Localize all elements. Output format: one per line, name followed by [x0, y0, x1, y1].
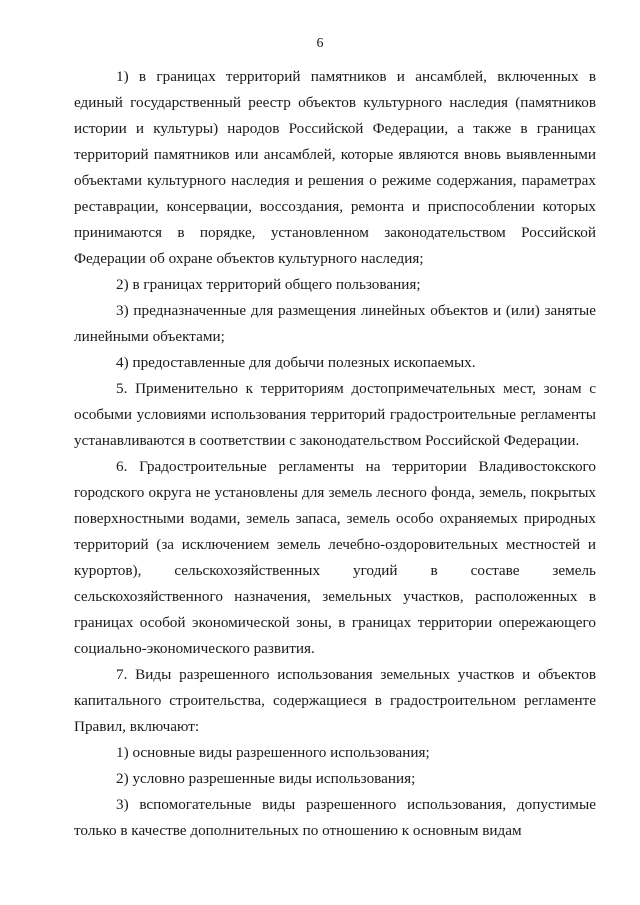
paragraph-item-4-mining: 4) предоставленные для добычи полезных ископаемых. [116, 354, 476, 371]
paragraph-5-landmark-places: 5. Применительно к территориям достопримечательных мест, зонам с особыми условиями использования территорий градостроительные регламенты устанавливаются в соответствии с законодательством Российской Федерации. [74, 380, 596, 449]
page-number: 6 [316, 36, 324, 51]
document-body [74, 64, 596, 844]
paragraph-6-regulations-not-established: 6. Градостроительные регламенты на территории Владивостокского городского округа не установлены для земель лесного фонда, земель, покрытых поверхностными водами, земель запаса, земель особо охраняемых природных территорий (за исключением земель лечебно-оздоровительных местностей и курортов), сельскохозяйственных угодий в составе земель сельскохозяйственного назначения, земельных участков, расположенных в границах особой экономической зоны, в границах территории опережающего социально-экономического развития. [74, 458, 596, 657]
paragraph-item-3-linear-objects: 3) предназначенные для размещения линейных объектов и (или) занятые линейными объектами; [74, 302, 596, 345]
paragraph-item-2-public-use: 2) в границах территорий общего пользования; [116, 276, 421, 293]
paragraph-list-item-basic-use: 1) основные виды разрешенного использования; [116, 744, 430, 761]
paragraph-item-1-heritage-territories: 1) в границах территорий памятников и ансамблей, включенных в единый государственный реестр объектов культурного наследия (памятников истории и культуры) народов Российской Федерации, а также в границах территорий памятников или ансамблей, которые являются вновь выявленными объектами культурного наследия и решения о режиме содержания, параметрах реставрации, консервации, воссоздания, ремонта и приспособлении которых принимаются в порядке, установленном законодательством Российской Федерации об охране объектов культурного наследия; [74, 68, 596, 267]
paragraph-list-item-auxiliary-use: 3) вспомогательные виды разрешенного использования, допустимые только в качестве дополнительных по отношению к основным видам [74, 796, 596, 839]
paragraph-7-permitted-use-types: 7. Виды разрешенного использования земельных участков и объектов капитального строительства, содержащиеся в градостроительном регламенте Правил, включают: [74, 666, 596, 735]
paragraph-list-item-conditional-use: 2) условно разрешенные виды использования; [116, 770, 416, 787]
